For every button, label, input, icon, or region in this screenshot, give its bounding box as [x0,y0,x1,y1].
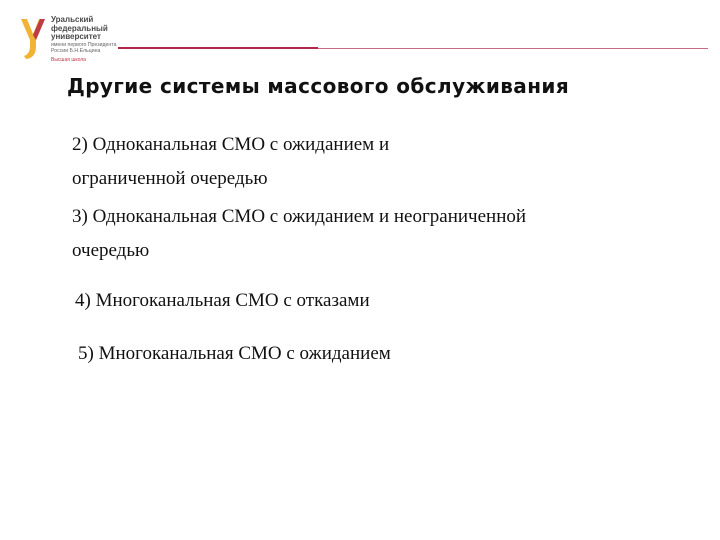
university-logo [18,16,118,66]
header-rule-thin [318,48,708,49]
urfu-logo-icon [18,16,48,62]
list-item-3-line-1: 3) Одноканальная СМО с ожиданием и неограниченной [72,206,527,227]
list-item-2-line-1: 2) Одноканальная СМО с ожиданием и [72,134,390,155]
logo-sub-2: России Б.Н.Ельцина [51,47,101,54]
logo-line-2: федеральный [51,23,108,33]
list-item-2 [72,128,389,196]
list-item-3 [72,200,526,268]
slide-title: Другие системы массового обслуживания [67,74,570,98]
logo-sub-1: имени первого Президента [51,41,117,48]
logo-tag: Высшая школа [51,56,86,63]
list-item-3-line-2: очередью [72,240,150,261]
list-item-5 [78,337,391,371]
list-item-4 [75,284,370,318]
list-item-5-line-1: 5) Многоканальная СМО с ожиданием [78,343,391,364]
list-item-4-line-1: 4) Многоканальная СМО с отказами [75,290,370,311]
list-item-2-line-2: ограниченной очередью [72,168,268,189]
logo-line-3: университет [51,32,101,41]
header-rule-accent [118,47,318,49]
logo-text-block [51,16,121,64]
logo-line-1: Уральский [51,15,94,24]
